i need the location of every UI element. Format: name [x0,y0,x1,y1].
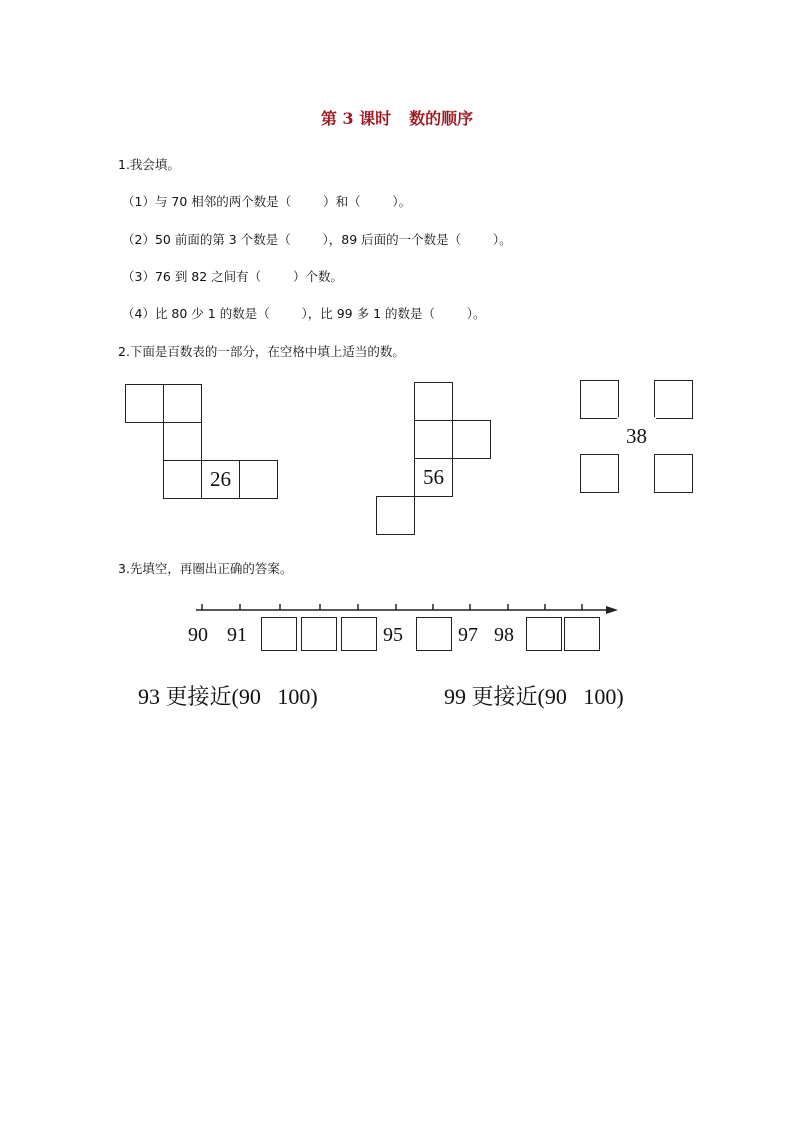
number-line-ticks [202,604,582,610]
answer-box-92[interactable] [261,617,297,651]
compare-93[interactable]: 93 更接近(90 100) [138,684,318,709]
lesson-number: 第 3 课时 [320,109,392,128]
answer-box-93[interactable] [301,617,337,651]
label-98: 98 [494,624,514,646]
given-cell: 38 [617,417,656,456]
answer-box-94[interactable] [341,617,377,651]
answer-box-100[interactable] [564,617,600,651]
q1-item-2: （2）50 前面的第 3 个数是（ ），89 后面的一个数是（ ）。 [122,232,512,247]
q1-item-3: （3）76 到 82 之间有（ ）个数。 [122,269,343,284]
q2-heading: 2.下面是百数表的一部分，在空格中填上适当的数。 [118,344,405,359]
lesson-topic: 数的顺序 [409,109,474,128]
label-91: 91 [227,624,247,646]
q1-item-1: （1）与 70 相邻的两个数是（ ）和（ ）。 [122,194,412,209]
label-95: 95 [383,624,403,646]
answer-box-99[interactable] [526,617,562,651]
label-90: 90 [188,624,208,646]
number-line-arrow [606,606,618,614]
answer-box-96[interactable] [416,617,452,651]
given-cell: 26 [201,460,240,499]
q3-heading: 3.先填空，再圈出正确的答案。 [118,561,293,576]
q1-item-4: （4）比 80 少 1 的数是（ ），比 99 多 1 的数是（ ）。 [122,306,486,321]
compare-99[interactable]: 99 更接近(90 100) [444,684,624,709]
label-97: 97 [458,624,478,646]
given-cell: 56 [414,458,453,497]
q1-heading: 1.我会填。 [118,157,180,172]
